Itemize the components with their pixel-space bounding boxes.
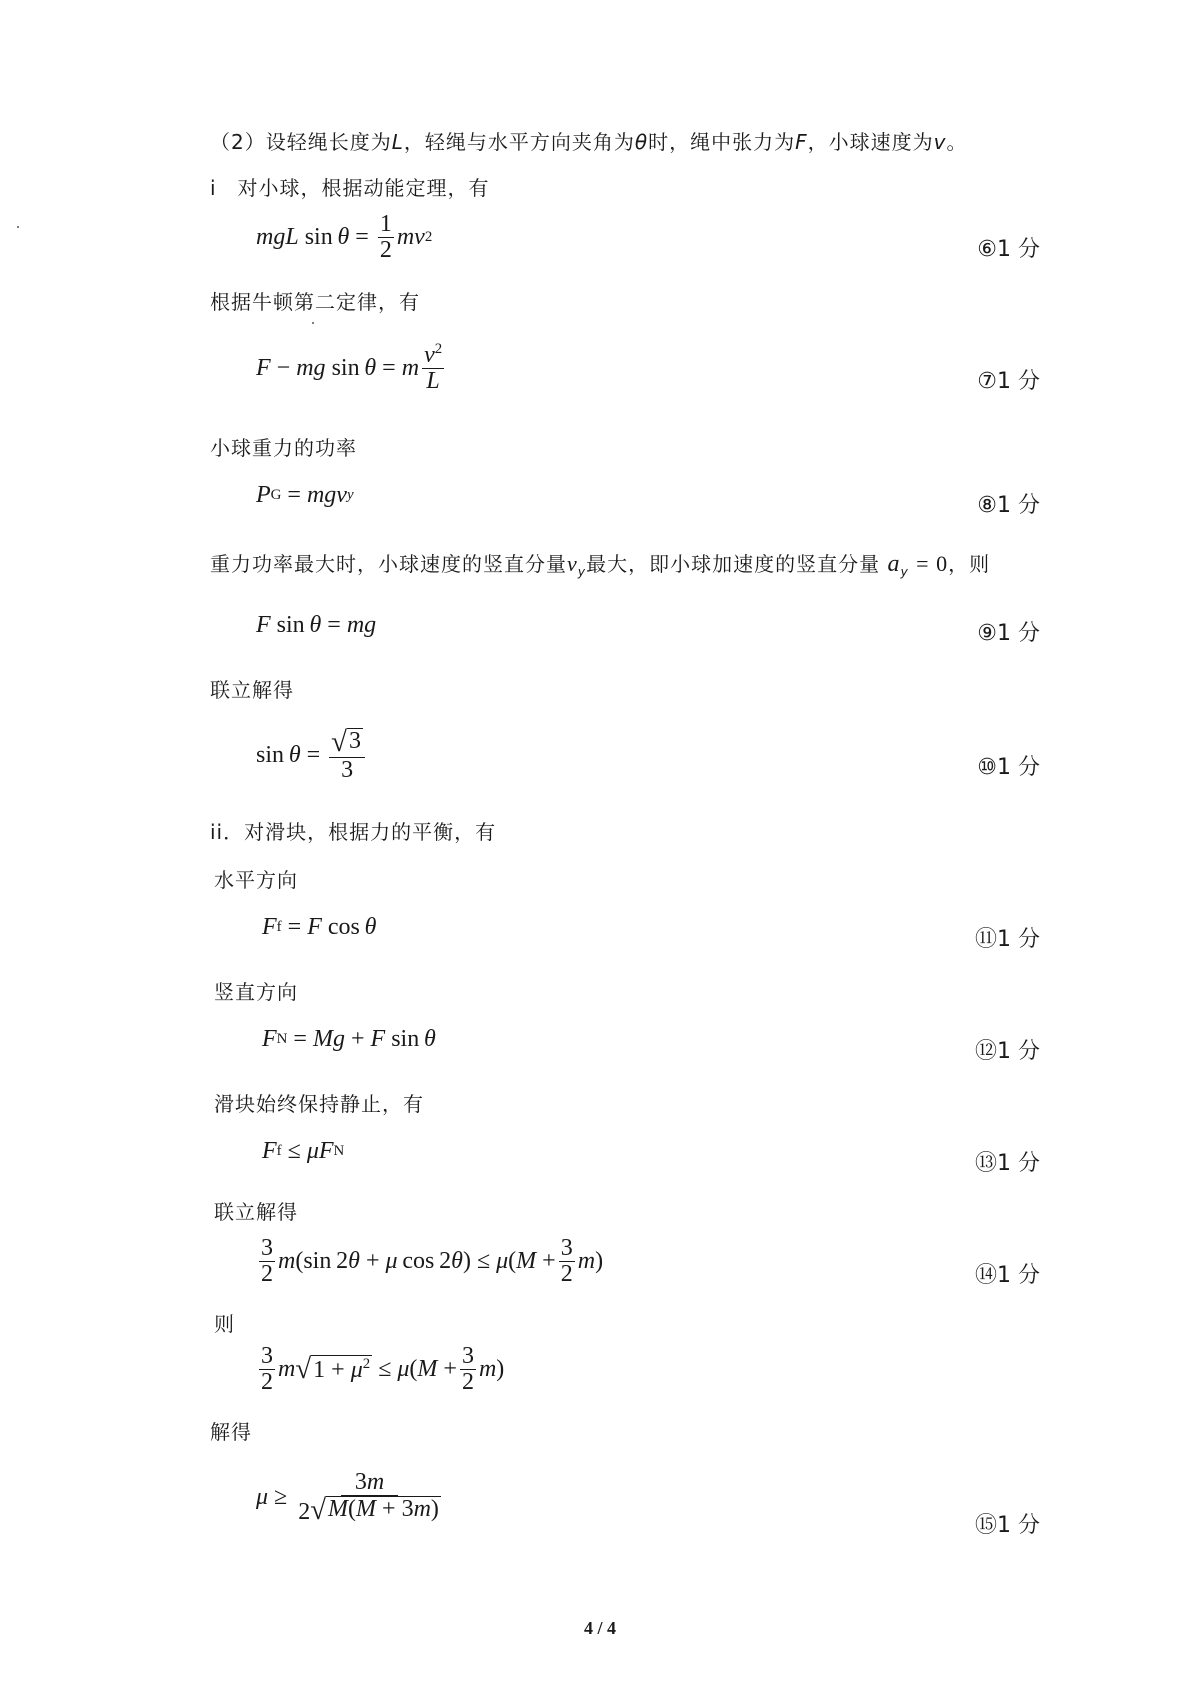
equation-11: F f = F cos θ	[262, 914, 377, 940]
part-i-heading: i 对小球，根据动能定理，有	[210, 176, 490, 200]
intro-mid1: ，轻绳与水平方向夹角为	[403, 130, 635, 154]
then-text: 则	[214, 1312, 235, 1336]
score-10: ⑩1 分	[977, 755, 1040, 780]
score-7: ⑦1 分	[977, 369, 1040, 394]
score-9: ⑨1 分	[977, 621, 1040, 646]
equation-6: mgL sin θ = $\frac{1}{2}$ mv 2	[256, 211, 433, 264]
score-6: ⑥1 分	[977, 237, 1040, 262]
max-power-text: 重力功率最大时，小球速度的竖直分量$v_y$最大，即小球加速度的竖直分量 $a_y = 0$，则	[210, 551, 991, 579]
score-12: ⑫1 分	[975, 1039, 1040, 1064]
score-13: ⑬1 分	[975, 1151, 1040, 1176]
static-text: 滑块始终保持静止，有	[214, 1092, 424, 1116]
intro-mid3: ，小球速度为	[807, 130, 934, 154]
intro-mid2: 时，绳中张力为	[648, 130, 796, 154]
score-8: ⑧1 分	[977, 493, 1040, 518]
score-15: ⑮1 分	[975, 1513, 1040, 1538]
equation-12: F N = Mg + F sin θ	[262, 1026, 436, 1052]
horizontal-text: 水平方向	[214, 868, 298, 892]
equation-10: sin θ = √ 3 3	[256, 728, 368, 783]
score-14: ⑭1 分	[975, 1263, 1040, 1288]
var-theta: θ	[634, 130, 649, 154]
intro-prefix: （2）设轻绳长度为	[210, 130, 392, 154]
equation-15: μ ≥ 3m 2 √ M(M + 3m)	[256, 1469, 439, 1527]
intro-end: 。	[946, 130, 968, 154]
newton-text: 根据牛顿第二定律，有	[210, 290, 420, 314]
var-v: v	[933, 130, 947, 154]
equation-14: $\frac{3}{2}$ m (sin 2 θ + μ cos 2 θ ) ≤ μ ( M + $\frac{3}{2}$ m )	[261, 1235, 604, 1288]
scan-speck	[312, 322, 314, 324]
solve-text-1: 联立解得	[210, 678, 294, 702]
equation-7: F − mg sin θ = m $\frac{v^2}{L}$	[256, 341, 443, 395]
solve-text-3: 解得	[210, 1420, 252, 1444]
equation-8: P G = mgv y	[256, 482, 354, 508]
intro-line	[210, 126, 968, 155]
scan-speck	[17, 226, 19, 228]
var-L: L	[391, 130, 404, 154]
solve-text-2: 联立解得	[214, 1200, 298, 1224]
equation-9: F sin θ = mg	[256, 612, 377, 638]
equation-derived: $\frac{3}{2}$ m √ $1 + \mu^2$ ≤ μ ( M + $\frac{3}{2}$ m )	[261, 1343, 505, 1396]
part-ii-heading: ii．对滑块，根据力的平衡，有	[210, 820, 497, 844]
vertical-text: 竖直方向	[214, 980, 298, 1004]
score-11: ⑪1 分	[975, 927, 1040, 952]
gravity-power-text: 小球重力的功率	[210, 436, 357, 460]
var-F: F	[795, 130, 808, 154]
equation-13: F f ≤ μF N	[262, 1138, 345, 1164]
page-number: 4 / 4	[583, 1618, 616, 1638]
